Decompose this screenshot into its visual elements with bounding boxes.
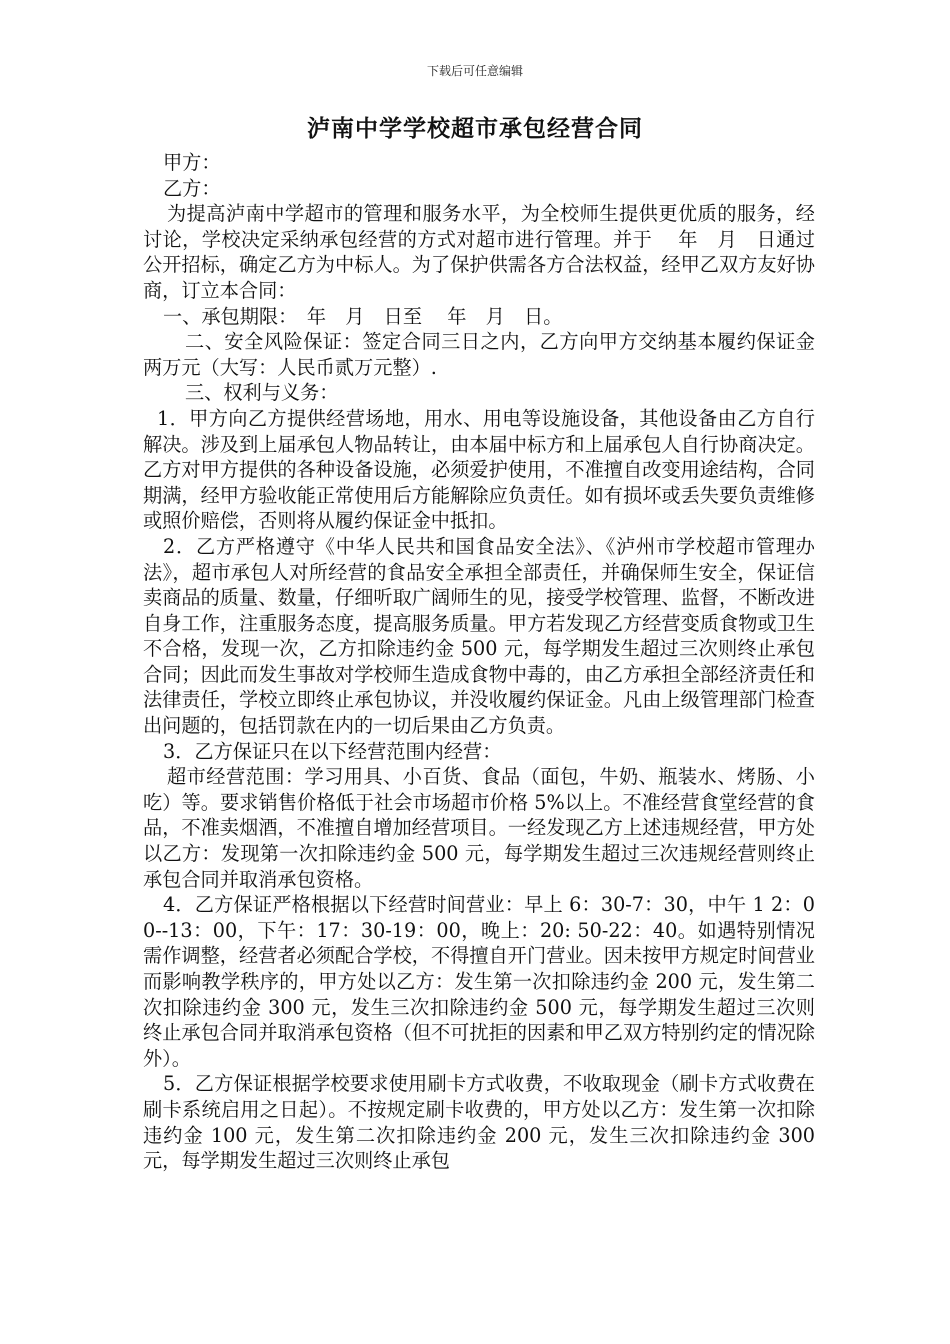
section-2-deposit: 二、安全风险保证：签定合同三日之内，乙方向甲方交纳基本履约保证金两万元（大写：人民币贰万元整）. xyxy=(143,330,815,379)
document-title: 泸南中学学校超市承包经营合同 xyxy=(307,115,643,142)
clause-2: 2．乙方严格遵守《中华人民共和国食品安全法》、《泸州市学校超市管理办法》，超市承包人对所经营的食品安全承担全部责任，并确保师生安全，保证信卖商品的质量、数量，仔细听取广阔师生的见，接受学校管理、监督，不断改进自身工作，注重服务态度，提高服务质量。甲方若发现乙方经营变质食物或卫生不合格，发现一次，乙方扣除违约金 500 元，每学期发生超过三次则终止承包合同；因此而发生事故对学校师生造成食物中毒的，由乙方承担全部经济责任和法律责任，学校立即终止承包协议，并没收履约保证金。凡由上级管理部门检查出问题的，包括罚款在内的一切后果由乙方负责。 xyxy=(143,534,815,738)
section-1-term: 一、承包期限： 年 月 日至 年 月 日。 xyxy=(163,304,563,328)
clause-5: 5．乙方保证根据学校要求使用刷卡方式收费，不收取现金（刷卡方式收费在刷卡系统启用之日起）。不按规定刷卡收费的，甲方处以乙方：发生第一次扣除违约金 100 元，发生第二次扣除违约金 200 元，发生三次扣除违约金 300 元，每学期发生超过三次则终止承包 xyxy=(143,1072,815,1173)
clause-3: 3．乙方保证只在以下经营范围内经营： xyxy=(163,739,502,763)
document-body xyxy=(143,150,815,1174)
intro-paragraph: 为提高泸南中学超市的管理和服务水平，为全校师生提供更优质的服务，经讨论，学校决定采纳承包经营的方式对超市进行管理。并于 年 月 日通过公开招标，确定乙方为中标人。为了保护供需各方合法权益，经甲乙双方友好协商，订立本合同： xyxy=(143,202,815,302)
clause-4: 4．乙方保证严格根据以下经营时间营业：早上 6：30-7：30，中午 1 2：00--13：00，下午：17：30-19：00，晚上：20: 50-22：40。如遇特别情况需作调整，经营者必须配合学校，不得擅自开门营业。因未按甲方规定时间营业而影响教学秩序的，甲方处以乙方：发生第一次扣除违约金 200 元，发生第二次扣除违约金 300 元，发生三次扣除违约金 500 元，每学期发生超过三次则终止承包合同并取消承包资格（但不可扰拒的因素和甲乙双方特别约定的情况除外）。 xyxy=(143,893,815,1070)
party-b-line: 乙方： xyxy=(163,176,221,200)
clause-1: 1．甲方向乙方提供经营场地，用水、用电等设施设备，其他设备由乙方自行解决。涉及到上届承包人物品转让，由本届中标方和上届承包人自行协商决定。乙方对甲方提供的各种设备设施，必须爱护使用，不准擅自改变用途结构，合同期满，经甲方验收能正常使用后方能解除应负责任。如有损坏或丢失要负责维修或照价赔偿，否则将从履约保证金中抵扣。 xyxy=(143,406,815,533)
section-3-heading: 三、权利与义务： xyxy=(185,381,339,405)
clause-3-scope: 超市经营范围：学习用具、小百货、食品（面包，牛奶、瓶装水、烤肠、小吃）等。要求销售价格低于社会市场超市价格 5%以上。不准经营食堂经营的食品，不准卖烟酒，不准擅自增加经营项目。一经发现乙方上述违规经营，甲方处以乙方：发现第一次扣除违约金 500 元，每学期发生超过三次违规经营则终止承包合同并取消承包资格。 xyxy=(143,765,815,891)
header-note: 下载后可任意编辑 xyxy=(426,64,523,78)
party-a-line: 甲方： xyxy=(163,151,221,174)
